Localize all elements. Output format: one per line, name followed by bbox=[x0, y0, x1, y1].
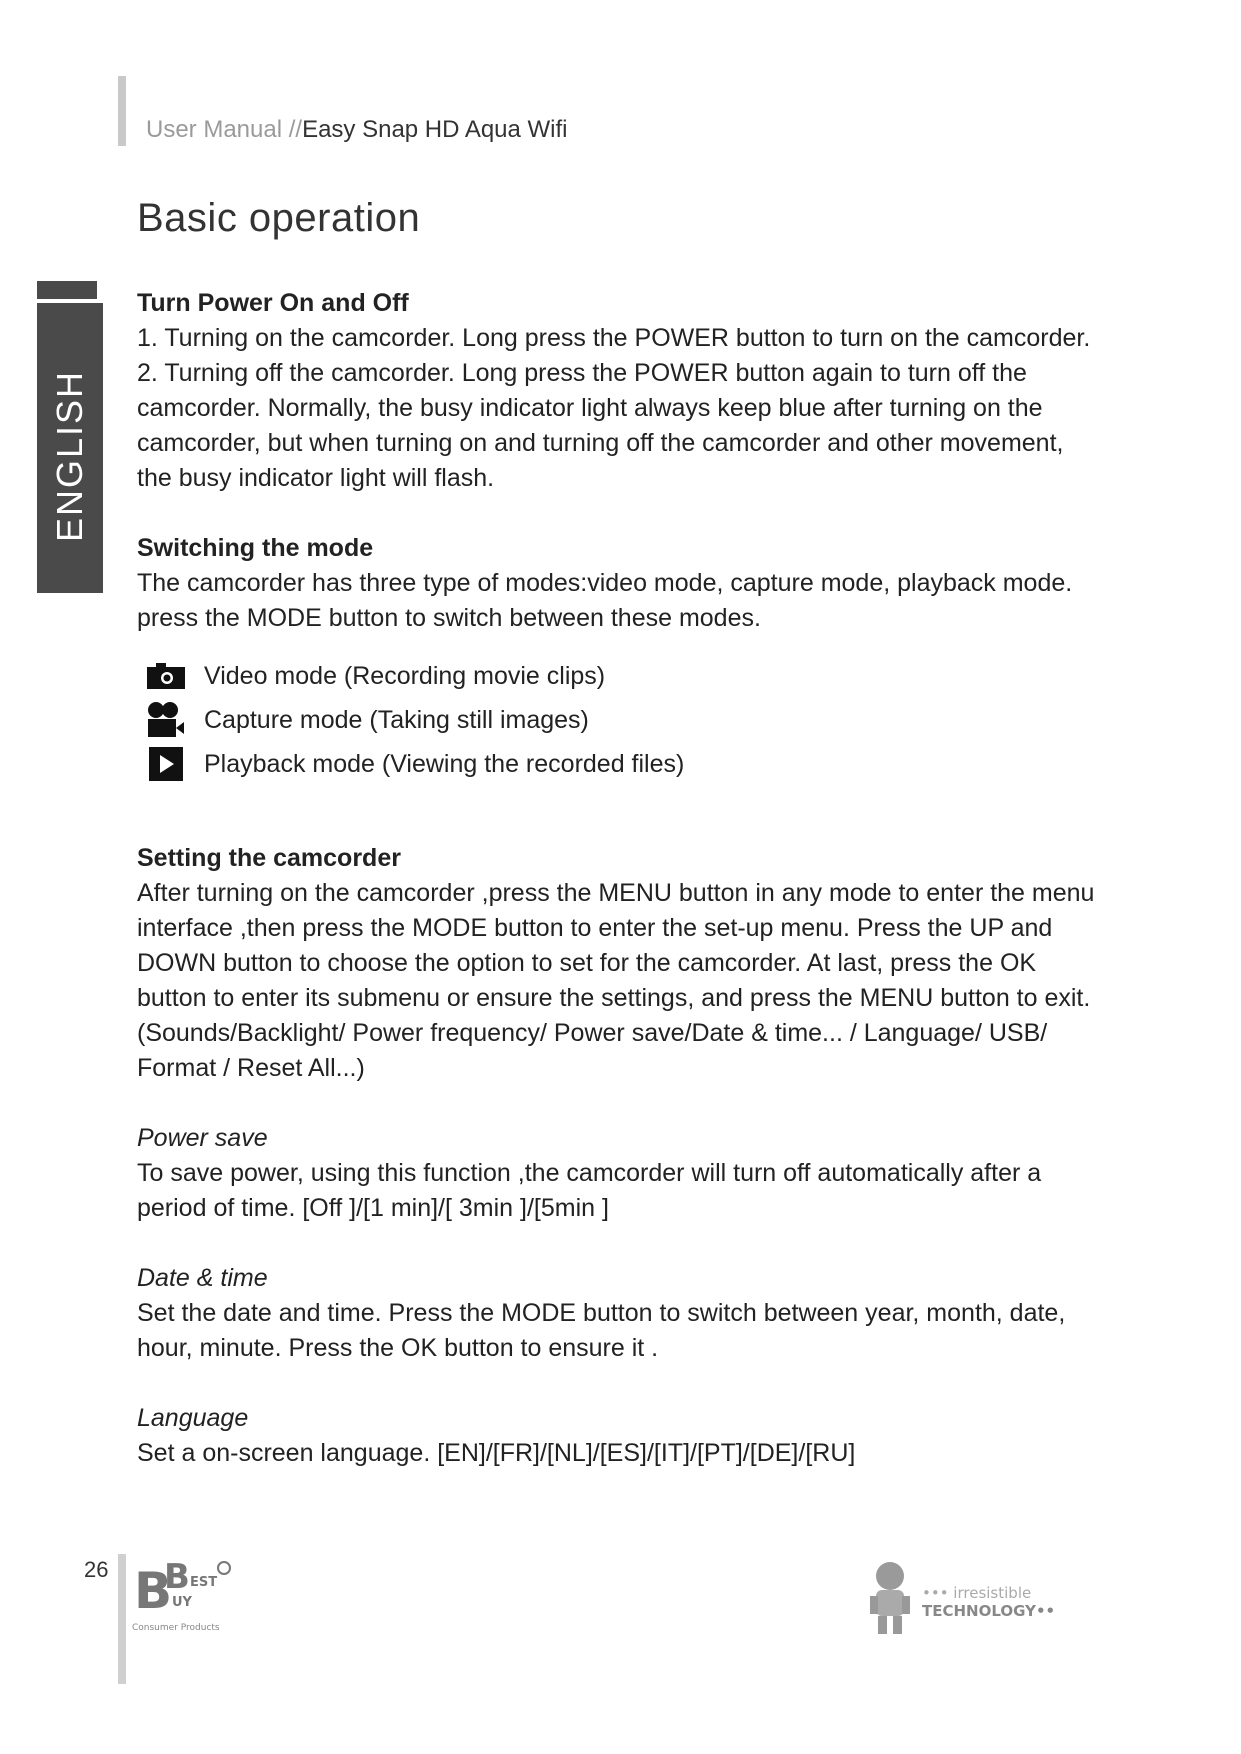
camera-icon bbox=[145, 656, 187, 696]
play-icon bbox=[145, 744, 187, 784]
tab-notch bbox=[97, 281, 103, 299]
language-text: Set a on-screen language. [EN]/[FR]/[NL]/[ES]/[IT]/[PT]/[DE]/[RU] bbox=[137, 1439, 856, 1467]
svg-text:UY: UY bbox=[172, 1595, 192, 1610]
mode-text: The camcorder has three type of modes:video mode, capture mode, playback mode. press the MODE button to switch between these modes. bbox=[137, 569, 1073, 632]
power-off-text: 2. Turning off the camcorder. Long press the POWER button again to turn off the camcorder. Normally, the busy indicator light always keep blue after turning on the camcorder, but when turning on and turning off the camcorder and other movement, the busy indicator light will flash. bbox=[137, 359, 1064, 492]
mode-list bbox=[145, 654, 1097, 786]
list-item bbox=[145, 742, 1097, 786]
header-rule bbox=[118, 76, 126, 146]
date-time-text: Set the date and time. Press the MODE button to switch between year, month, date, hour, minute. Press the OK button to ensure it . bbox=[137, 1299, 1066, 1362]
movie-camera-icon bbox=[145, 700, 187, 740]
list-item bbox=[145, 698, 1097, 742]
side-tab-label: ENGLISH bbox=[49, 369, 90, 543]
setting-text: After turning on the camcorder ,press the MENU button in any mode to enter the menu interface ,then press the MODE button to enter the set-up menu. Press the UP and DOWN button to choose the option to set for the camcorder. At last, press the OK button to enter its submenu or ensure the settings, and press the MENU button to exit.(Sounds/Backlight/ Power frequency/ Power save/Date & time... / Language/ USB/ Format / Reset All...) bbox=[137, 879, 1095, 1082]
manual-label: User Manual // bbox=[146, 116, 303, 143]
product-name: Easy Snap HD Aqua Wifi bbox=[302, 116, 568, 143]
svg-text:Consumer Products: Consumer Products bbox=[132, 1623, 220, 1633]
subheading-language: Language bbox=[137, 1404, 249, 1432]
page-title: Basic operation bbox=[137, 196, 421, 240]
list-item bbox=[145, 654, 1097, 698]
language-side-tab bbox=[37, 281, 103, 593]
svg-text:TECHNOLOGY••: TECHNOLOGY•• bbox=[922, 1602, 1056, 1620]
svg-text:B: B bbox=[134, 1562, 173, 1620]
main-content bbox=[137, 286, 1097, 1471]
footer-rule bbox=[118, 1554, 126, 1684]
svg-text:••• irresistible: ••• irresistible bbox=[922, 1584, 1032, 1602]
irresistible-technology-logo bbox=[862, 1554, 1082, 1644]
power-save-text: To save power, using this function ,the camcorder will turn off automatically after a period of time. [Off ]/[1 min]/[ 3min ]/[5min ] bbox=[137, 1159, 1042, 1222]
tab-divider bbox=[37, 299, 103, 303]
svg-text:EST: EST bbox=[190, 1575, 218, 1590]
section-heading-setting: Setting the camcorder bbox=[137, 844, 401, 872]
section-heading-power: Turn Power On and Off bbox=[137, 289, 409, 317]
mode-label: Video mode (Recording movie clips) bbox=[204, 661, 606, 690]
running-header bbox=[146, 116, 568, 144]
mode-label: Playback mode (Viewing the recorded files) bbox=[204, 749, 685, 778]
subheading-date-time: Date & time bbox=[137, 1264, 268, 1292]
page-number: 26 bbox=[84, 1557, 109, 1582]
subheading-power-save: Power save bbox=[137, 1124, 268, 1152]
power-on-text: 1. Turning on the camcorder. Long press the POWER button to turn on the camcorder. bbox=[137, 324, 1091, 352]
best-buy-logo bbox=[132, 1556, 252, 1636]
section-heading-mode: Switching the mode bbox=[137, 534, 374, 562]
svg-text:B: B bbox=[164, 1557, 190, 1597]
mode-label: Capture mode (Taking still images) bbox=[204, 705, 589, 734]
